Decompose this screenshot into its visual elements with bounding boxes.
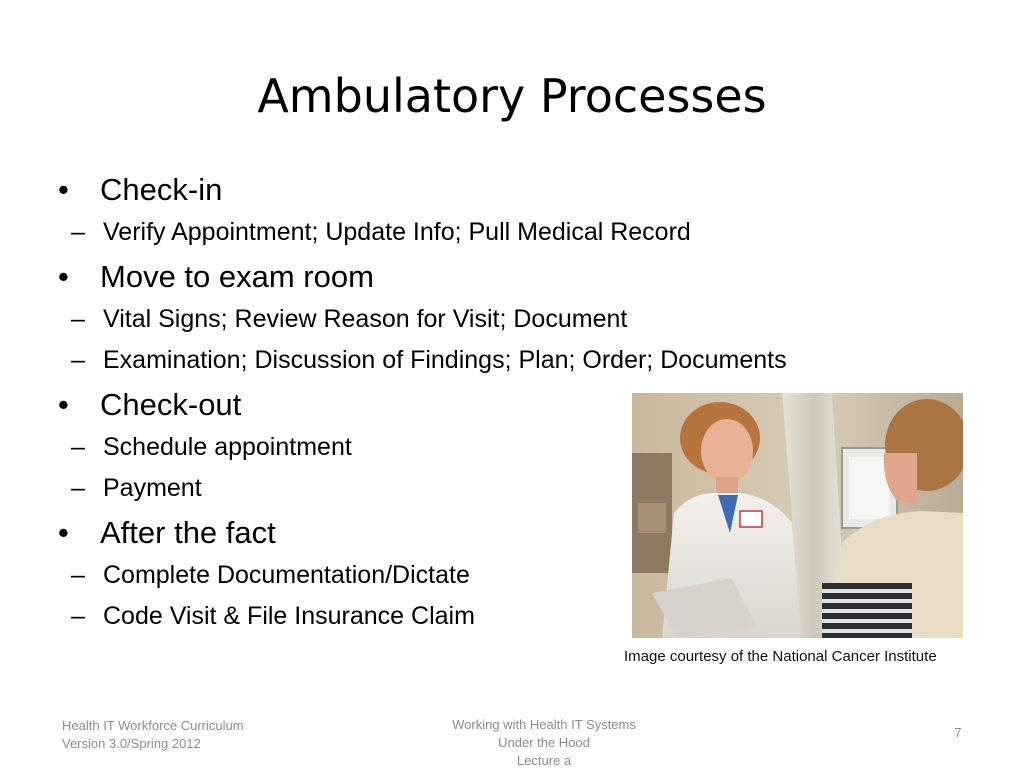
sub-list [58,212,958,253]
photo-illustration [632,393,963,638]
bullet-text: Move to exam room [100,259,374,294]
bullet-text: After the fact [100,515,276,550]
bullet-marker: • [58,387,69,422]
dash-marker: – [71,474,85,502]
sub-bullet-text: Vital Signs; Review Reason for Visit; Document [103,305,628,333]
footer-center [424,716,664,768]
slide-title: Ambulatory Processes [257,69,767,123]
bullet-text: Check-in [100,172,223,207]
dash-marker: – [71,218,85,246]
footer-curriculum: Health IT Workforce Curriculum [62,718,244,733]
dash-marker: – [71,305,85,333]
sub-list [58,299,958,381]
footer-left [62,717,244,753]
bullet-marker: • [58,172,69,207]
bullet-marker: • [58,259,69,294]
bullet-item [58,255,958,299]
dash-marker: – [71,561,85,589]
sub-bullet-item [16,340,958,381]
footer-lecture: Lecture a [516,753,572,768]
sub-bullet-text: Examination; Discussion of Findings; Plan; Order; Documents [103,346,787,374]
sub-bullet-text: Verify Appointment; Update Info; Pull Medical Record [103,218,691,246]
bullet-item [58,168,958,212]
dash-marker: – [71,346,85,374]
sub-bullet-text: Complete Documentation/Dictate [103,561,470,589]
image-caption: Image courtesy of the National Cancer Institute [624,648,937,665]
dash-marker: – [71,602,85,630]
footer-unit: Under the Hood [498,735,590,750]
sub-bullet-text: Code Visit & File Insurance Claim [103,602,475,630]
sub-bullet-text: Schedule appointment [103,433,352,461]
bullet-marker: • [58,515,69,550]
page-number: 7 [954,725,962,740]
footer-version: Version 3.0/Spring 2012 [62,736,201,751]
footer-course: Working with Health IT Systems [452,717,636,732]
dash-marker: – [71,433,85,461]
doctor-patient-photo [632,393,963,638]
bullet-text: Check-out [100,387,242,422]
sub-bullet-text: Payment [103,474,202,502]
sub-bullet-item [16,299,958,340]
sub-bullet-item [16,212,958,253]
